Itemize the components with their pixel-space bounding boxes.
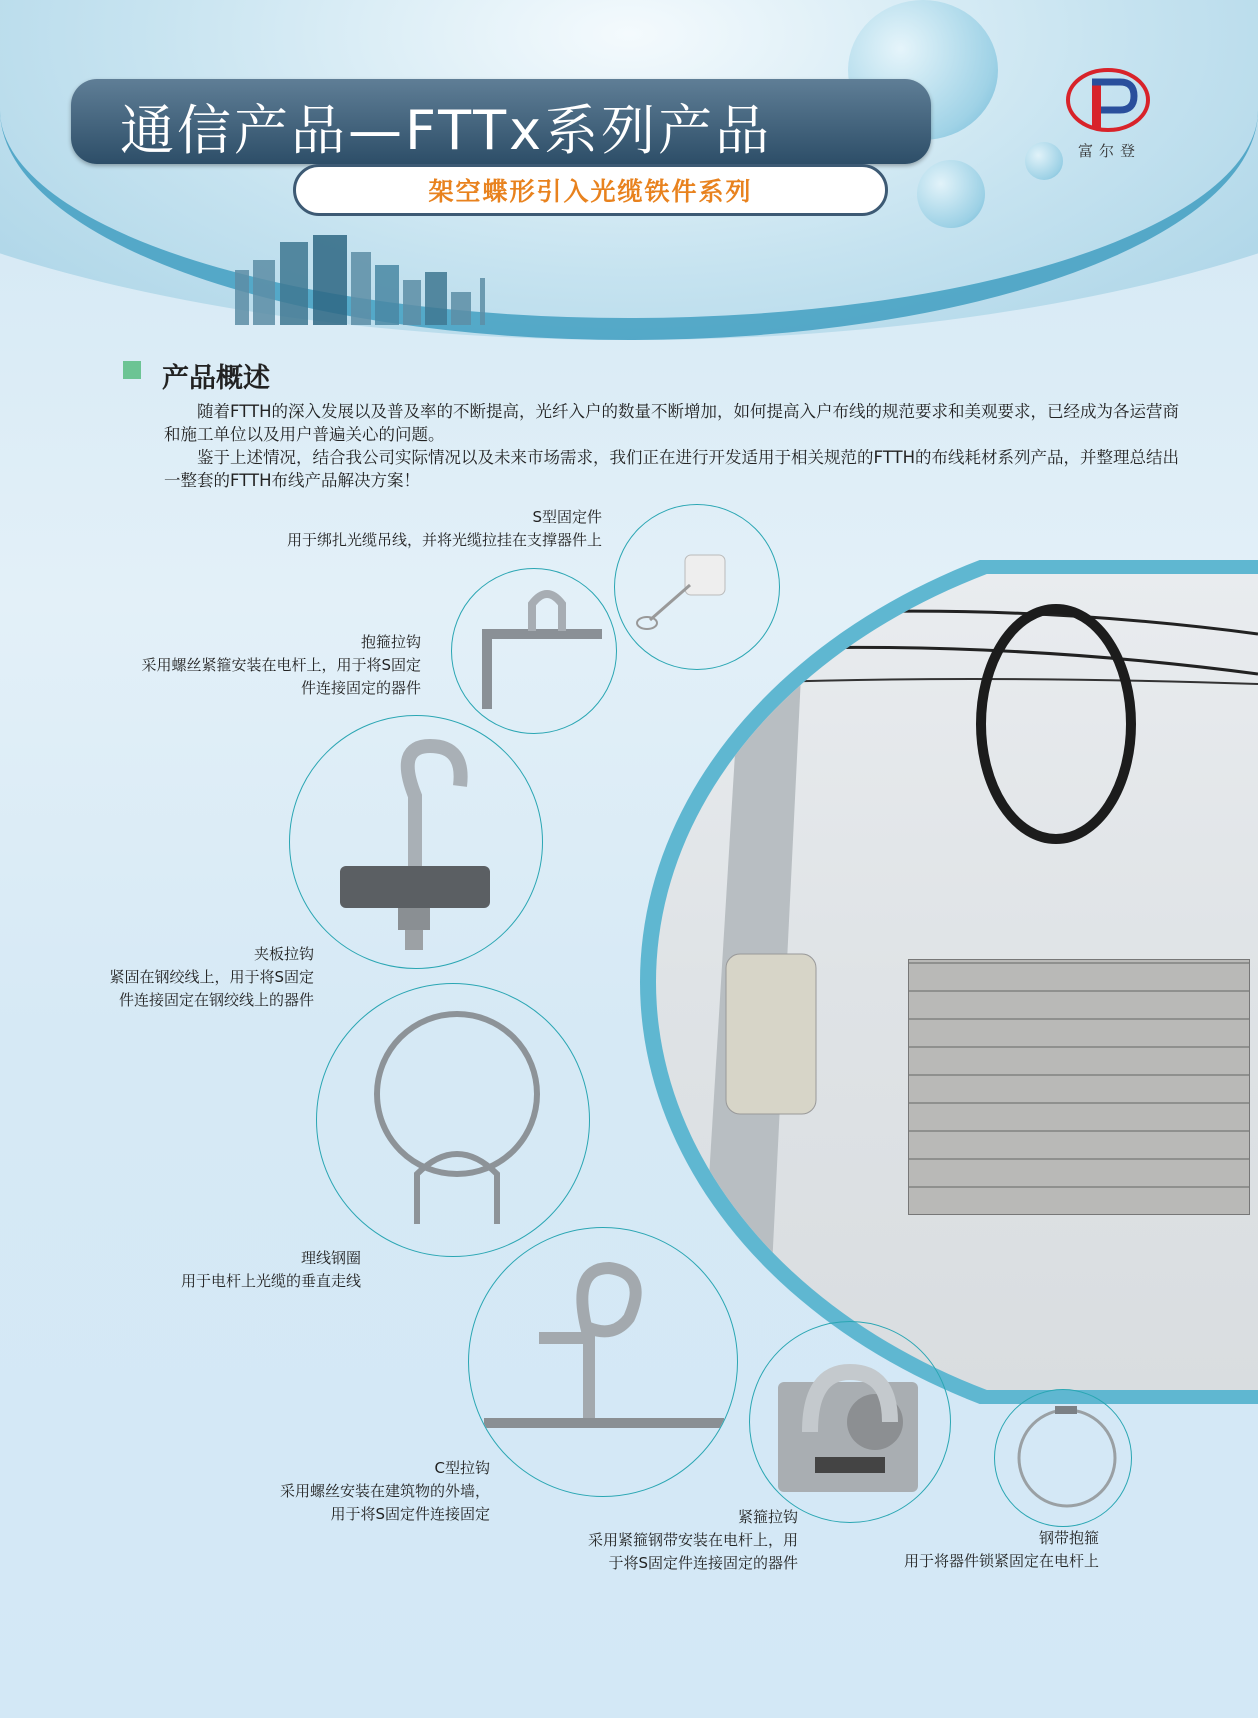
product-name: S型固定件 — [532, 508, 602, 526]
clamp-plate-hook-icon — [290, 716, 543, 969]
product-desc: 采用螺丝安装在建筑物的外墙， — [279, 1482, 490, 1500]
product-label-band-hook — [588, 1506, 798, 1575]
section-marker — [123, 361, 141, 379]
s-clamp-icon — [615, 505, 780, 670]
cable-ring-icon — [317, 984, 590, 1257]
bubble-decoration — [917, 160, 985, 228]
subtitle-pill — [293, 164, 888, 216]
logo-text: 富尔登 — [1078, 142, 1142, 160]
product-name: 理线钢圈 — [300, 1249, 361, 1267]
product-desc: 件连接固定的器件 — [300, 679, 421, 697]
logo-mark-icon — [1062, 64, 1154, 140]
product-image-s-clamp — [614, 504, 780, 670]
page-subtitle: 架空蝶形引入光缆铁件系列 — [428, 177, 753, 206]
page-title: 通信产品—FTTx系列产品 — [120, 99, 773, 162]
steel-band-icon — [995, 1390, 1132, 1527]
wall-installation-photo — [908, 959, 1250, 1215]
product-desc: 用于将器件锁紧固定在电杆上 — [903, 1552, 1099, 1570]
product-desc: 采用螺丝紧箍安装在电杆上，用于将S固定 — [141, 656, 421, 674]
product-image-clamp-plate-hook — [289, 715, 543, 969]
product-name: 紧箍拉钩 — [737, 1508, 798, 1526]
product-desc: 用于绑扎光缆吊线，并将光缆拉挂在支撑器件上 — [286, 531, 602, 549]
product-name: 钢带抱箍 — [1038, 1529, 1099, 1547]
section-heading: 产品概述 — [162, 363, 270, 394]
overview-text — [164, 400, 1184, 492]
hoop-hook-icon — [452, 569, 617, 734]
product-desc: 紧固在钢绞线上，用于将S固定 — [109, 968, 314, 986]
product-name: C型拉钩 — [434, 1459, 490, 1477]
product-desc: 采用紧箍钢带安装在电杆上，用 — [587, 1531, 798, 1549]
product-name: 抱箍拉钩 — [360, 633, 421, 651]
company-logo — [1062, 64, 1154, 164]
product-label-s-clamp — [287, 506, 602, 552]
c-hook-icon — [469, 1228, 738, 1497]
product-image-c-hook — [468, 1227, 738, 1497]
band-hook-icon — [750, 1322, 951, 1523]
product-name: 夹板拉钩 — [253, 945, 314, 963]
product-label-hoop-hook — [141, 631, 421, 700]
product-image-steel-band — [994, 1389, 1132, 1527]
product-label-clamp-plate-hook — [109, 943, 314, 1012]
product-image-band-hook — [749, 1321, 951, 1523]
product-desc: 用于将S固定件连接固定 — [330, 1505, 490, 1523]
product-label-cable-ring — [181, 1247, 361, 1293]
product-desc: 件连接固定在钢绞线上的器件 — [118, 991, 314, 1009]
product-desc: 用于电杆上光缆的垂直走线 — [180, 1272, 361, 1290]
product-label-steel-band — [904, 1527, 1099, 1573]
overview-paragraph: 鉴于上述情况，结合我公司实际情况以及未来市场需求，我们正在进行开发适用于相关规范的FTTH的布线耗材系列产品，并整理总结出一整套的FTTH布线产品解决方案！ — [164, 448, 1179, 490]
overview-paragraph: 随着FTTH的深入发展以及普及率的不断提高，光纤入户的数量不断增加，如何提高入户布线的规范要求和美观要求，已经成为各运营商和施工单位以及用户普遍关心的问题。 — [164, 402, 1179, 444]
bubble-decoration — [1025, 142, 1063, 180]
city-skyline-image — [235, 230, 510, 325]
product-image-cable-ring — [316, 983, 590, 1257]
product-image-hoop-hook — [451, 568, 617, 734]
product-label-c-hook — [280, 1457, 490, 1526]
product-desc: 于将S固定件连接固定的器件 — [608, 1554, 798, 1572]
